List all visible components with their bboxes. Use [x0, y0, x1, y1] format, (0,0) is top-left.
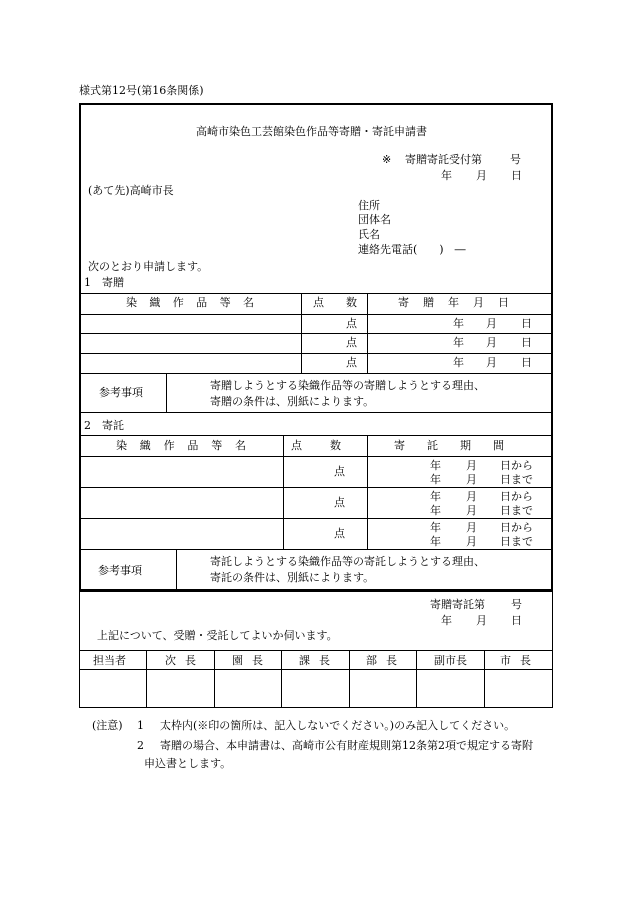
reception-go: 号: [510, 153, 521, 166]
notes-num-2: 2: [137, 739, 144, 752]
office-year: 年: [441, 614, 452, 627]
notes-item-2-line2: 申込書とします。: [144, 757, 232, 770]
office-day: 日: [511, 614, 522, 627]
donation-year-3: 年: [453, 356, 464, 369]
donation-col-item: [126, 297, 254, 308]
office-number-go: 号: [511, 598, 522, 611]
deposit-from-year-1: 年: [430, 459, 441, 472]
intro-text: 次のとおり申請します。: [88, 260, 209, 273]
donation-year-2: 年: [453, 336, 464, 349]
applicant-organization: 団体名: [358, 213, 391, 226]
deposit-from-month-3: 月: [466, 521, 477, 534]
deposit-col-period: 寄託期間: [394, 439, 526, 452]
approval-request: 上記について、受贈・受託してよいか伺います。: [97, 629, 338, 642]
deposit-heading: 2 寄託: [84, 419, 124, 432]
deposit-unit-2: 点: [334, 496, 345, 509]
donation-month-1: 月: [486, 317, 497, 330]
deposit-notes-line1: 寄託しようとする染織作品等の寄託しようとする理由、: [210, 555, 485, 568]
deposit-unit-1: 点: [334, 465, 345, 478]
deposit-unit-3: 点: [334, 527, 345, 540]
deposit-to-day-3: 日まで: [500, 535, 533, 548]
donation-day-1: 日: [521, 317, 532, 330]
donation-year-1: 年: [453, 317, 464, 330]
applicant-name: 氏名: [358, 228, 380, 241]
donation-day-2: 日: [521, 336, 532, 349]
approval-encho: 園長: [232, 654, 272, 667]
deposit-from-day-1: 日から: [500, 459, 533, 472]
deposit-from-day-2: 日から: [500, 490, 533, 503]
office-number-label: 寄贈寄託第: [430, 598, 485, 611]
deposit-notes-line2: 寄託の条件は、別紙によります。: [210, 571, 375, 584]
reception-day: 日: [511, 169, 522, 182]
page-title: 高崎市染色工芸館染色作品等寄贈・寄託申請書: [196, 125, 427, 138]
form-number: 様式第12号(第16条関係): [79, 84, 204, 97]
approval-bucho: 部長: [366, 654, 406, 667]
approval-tantousha: 担当者: [93, 654, 126, 667]
deposit-col-item: [116, 440, 246, 451]
donation-notes-label: 参考事項: [99, 386, 143, 399]
deposit-to-month-1: 月: [466, 473, 477, 486]
approval-fukushicho: 副市長: [434, 654, 467, 667]
donation-heading: 1 寄贈: [84, 276, 124, 289]
donation-notes-line1: 寄贈しようとする染織作品等の寄贈しようとする理由、: [210, 379, 485, 392]
deposit-to-day-1: 日まで: [500, 473, 533, 486]
donation-unit-2: 点: [346, 336, 357, 349]
deposit-from-day-3: 日から: [500, 521, 533, 534]
reception-mark: ※: [382, 153, 392, 166]
donation-day-3: 日: [521, 356, 532, 369]
approval-kacho: 課長: [299, 654, 339, 667]
deposit-col-item-label: 染 織 作 品 等 名: [116, 439, 246, 452]
deposit-to-year-1: 年: [430, 473, 441, 486]
addressee: (あて先)高崎市長: [88, 184, 174, 197]
office-month: 月: [476, 614, 487, 627]
applicant-address: 住所: [358, 199, 380, 212]
deposit-to-month-3: 月: [466, 535, 477, 548]
deposit-from-year-2: 年: [430, 490, 441, 503]
donation-col-item-label: 染 織 作 品 等 名: [126, 296, 254, 309]
applicant-phone: 連絡先電話( ) ―: [358, 243, 466, 256]
notes-item-2-line1: 寄贈の場合、本申請書は、高崎市公有財産規則第12条第2項で規定する寄附: [160, 739, 533, 752]
deposit-from-year-3: 年: [430, 521, 441, 534]
deposit-from-month-2: 月: [466, 490, 477, 503]
donation-unit-3: 点: [346, 356, 357, 369]
deposit-col-count: 点数: [291, 439, 369, 452]
donation-col-date: 寄贈年月日: [398, 296, 523, 309]
reception-year: 年: [441, 169, 452, 182]
deposit-to-year-2: 年: [430, 504, 441, 517]
reception-label: 寄贈寄託受付第: [405, 153, 482, 166]
reception-month: 月: [476, 169, 487, 182]
notes-item-1: 太枠内(※印の箇所は、記入しないでください。)のみ記入してください。: [160, 719, 516, 732]
notes-num-1: 1: [137, 719, 144, 732]
donation-notes-line2: 寄贈の条件は、別紙によります。: [210, 395, 375, 408]
deposit-notes-label: 参考事項: [98, 564, 142, 577]
approval-jicho: 次長: [165, 654, 205, 667]
approval-shicho: 市長: [500, 654, 540, 667]
deposit-to-day-2: 日まで: [500, 504, 533, 517]
donation-unit-1: 点: [346, 317, 357, 330]
deposit-from-month-1: 月: [466, 459, 477, 472]
notes-label: (注意): [92, 719, 123, 732]
donation-month-2: 月: [486, 336, 497, 349]
deposit-to-month-2: 月: [466, 504, 477, 517]
donation-month-3: 月: [486, 356, 497, 369]
deposit-to-year-3: 年: [430, 535, 441, 548]
donation-col-count: 点数: [313, 296, 379, 309]
